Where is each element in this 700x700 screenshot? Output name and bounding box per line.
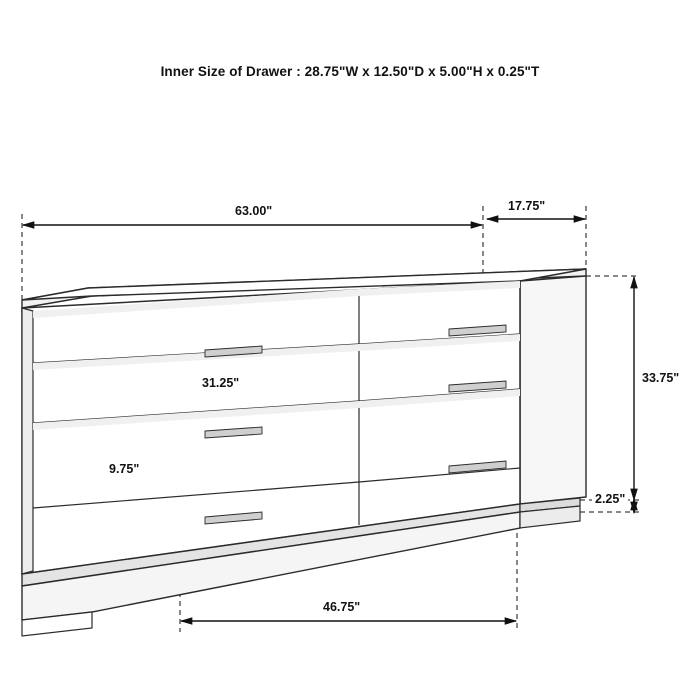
dimension-label-depth: 17.75" [505, 199, 548, 213]
dimension-label-drawer-height: 9.75" [106, 462, 142, 476]
dresser-illustration [22, 269, 586, 636]
dimension-label-drawer-width: 31.25" [199, 376, 242, 390]
right-side-panel [520, 276, 586, 504]
page-title: Inner Size of Drawer : 28.75"W x 12.50"D x 5.00"H x 0.25"T [160, 64, 540, 79]
left-edge [22, 308, 33, 574]
dimension-label-base-height: 2.25" [592, 492, 628, 506]
dimension-label-height: 33.75" [639, 371, 682, 385]
dimension-label-width: 63.00" [232, 204, 275, 218]
dimension-label-base-width: 46.75" [320, 600, 363, 614]
